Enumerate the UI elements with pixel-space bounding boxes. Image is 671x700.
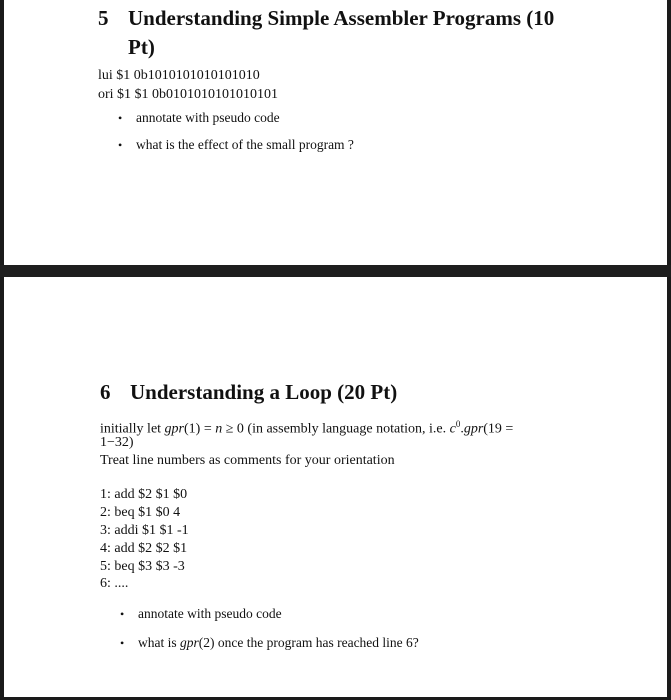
page-divider bbox=[0, 265, 671, 277]
intro-c: c bbox=[449, 421, 456, 437]
intro-gpr: gpr bbox=[463, 421, 484, 437]
section-6-intro-line-3: Treat line numbers as comments for your orientation bbox=[100, 453, 395, 468]
intro-c-superscript: 0 bbox=[455, 419, 461, 429]
document-page-section-5 bbox=[0, 0, 671, 265]
section-6-bullet-2-text-a: what is bbox=[138, 635, 180, 650]
section-6-number: 6 bbox=[100, 380, 111, 404]
bullet-icon: • bbox=[120, 607, 125, 621]
section-5-title: Understanding Simple Assembler Programs (10 Pt) bbox=[128, 6, 555, 59]
bullet-icon: • bbox=[118, 138, 123, 152]
section-5-bullet-2-text: what is the effect of the small program ? bbox=[136, 137, 354, 152]
intro-text: . bbox=[460, 421, 464, 437]
intro-text: ≥ 0 (in assembly language notation, i.e. bbox=[222, 421, 450, 437]
section-6-intro-line-1 bbox=[100, 416, 513, 438]
section-6-code-line-4: 4: add $2 $2 $1 bbox=[100, 541, 188, 556]
intro-text: (1) = bbox=[184, 421, 216, 437]
section-6-bullet-2-gpr: gpr bbox=[180, 635, 199, 650]
bullet-icon: • bbox=[118, 111, 123, 125]
section-6-code-line-5: 5: beq $3 $3 -3 bbox=[100, 559, 185, 574]
section-5-code-line-1: lui $1 0b1010101010101010 bbox=[98, 68, 260, 83]
intro-n: n bbox=[215, 421, 223, 437]
section-5-bullet-2 bbox=[118, 136, 354, 154]
section-6-title: Understanding a Loop (20 Pt) bbox=[130, 380, 398, 404]
section-6-code-line-1: 1: add $2 $1 $0 bbox=[100, 487, 188, 502]
section-5-code-line-2: ori $1 $1 0b0101010101010101 bbox=[98, 87, 279, 102]
document-page-section-6 bbox=[0, 277, 671, 700]
section-6-code-line-2: 2: beq $1 $0 4 bbox=[100, 505, 181, 520]
section-6-heading bbox=[100, 378, 580, 407]
bullet-icon: • bbox=[120, 636, 125, 650]
section-6-code-line-6: 6: .... bbox=[100, 576, 129, 591]
intro-text: (19 = bbox=[483, 421, 514, 437]
section-6-intro-line-2: 1−32) bbox=[100, 435, 134, 450]
intro-text: initially let bbox=[100, 421, 165, 437]
section-6-code-line-3: 3: addi $1 $1 -1 bbox=[100, 523, 189, 538]
intro-gpr: gpr bbox=[164, 421, 184, 437]
section-6-bullet-2-text-b: (2) once the program has reached line 6? bbox=[198, 635, 419, 650]
section-6-bullet-1-text: annotate with pseudo code bbox=[138, 606, 282, 621]
section-5-heading bbox=[98, 4, 578, 62]
section-5-number: 5 bbox=[98, 6, 109, 30]
section-5-bullet-1 bbox=[118, 109, 280, 127]
section-6-bullet-1 bbox=[120, 605, 282, 623]
section-6-bullet-2 bbox=[120, 634, 419, 652]
section-5-bullet-1-text: annotate with pseudo code bbox=[136, 110, 280, 125]
